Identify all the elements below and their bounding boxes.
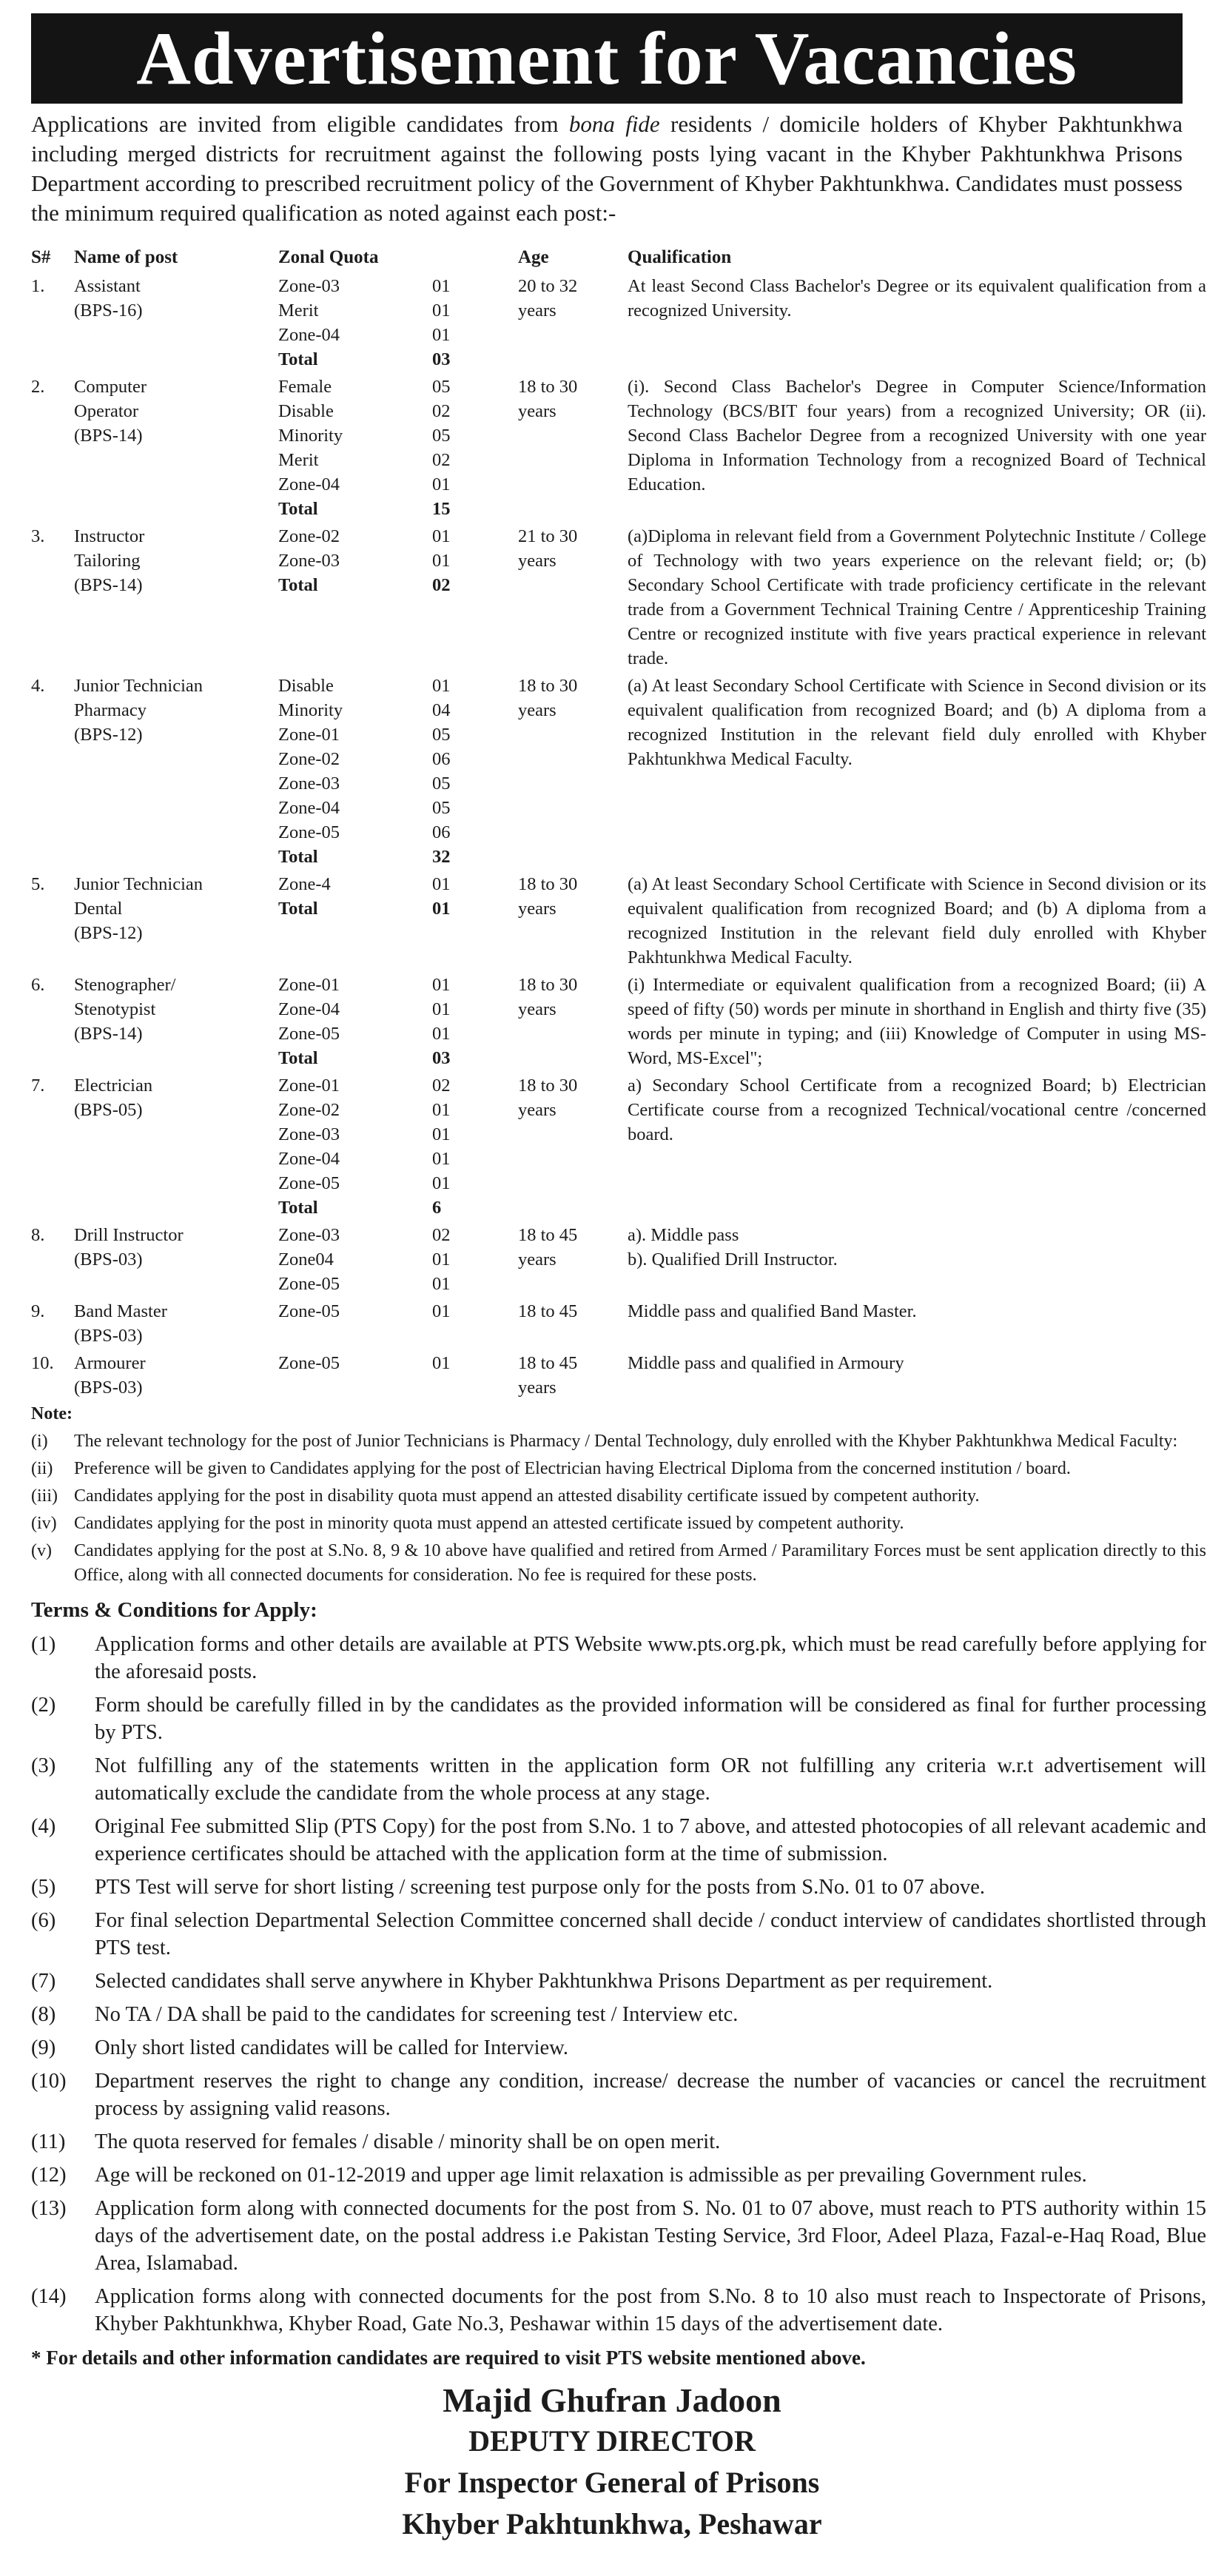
intro-text-italic: bona fide [568, 111, 660, 137]
term-number: (9) [31, 2036, 56, 2059]
page-title: Advertisement for Vacancies [31, 13, 1183, 104]
term-number: (1) [31, 1633, 56, 1656]
zone-count: 01 [432, 1024, 451, 1044]
zone-name: Zone-01 [278, 1076, 340, 1096]
term-text: Application forms and other details are available at PTS Website www.pts.org.pk, which must be read carefully before applying for the aforesaid posts. [95, 1633, 1206, 1683]
note-text: Candidates applying for the post in minority quota must append an attested certificate issued by competent authority. [74, 1514, 904, 1533]
post-name: Computer Operator (BPS-14) [74, 377, 147, 446]
row-serial-number: 10. [31, 1353, 54, 1373]
total-count: 32 [432, 847, 451, 867]
zone-count: 01 [432, 999, 451, 1019]
quota-count-list [432, 1223, 484, 1296]
qualification-text: (a) At least Secondary School Certificate with Science in Second division or its equivalent qualification from recognized Board; and (b) A diploma from a recognized Institution in the relevant field duly enrolled with Khyber Pakhtunkhwa Medical Faculty. [628, 874, 1206, 967]
post-name: Stenographer/ Stenotypist (BPS-14) [74, 975, 176, 1044]
note-text: Preference will be given to Candidates applying for the post of Electrician having Electrical Diploma from the concerned institution / board. [74, 1459, 1071, 1478]
quota-count-list [432, 274, 484, 372]
zonal-quota-list [278, 1299, 411, 1324]
zone-name: Zone-05 [278, 1353, 340, 1373]
zone-name: Zone-01 [278, 975, 340, 995]
intro-paragraph [31, 110, 1183, 228]
post-name: Drill Instructor (BPS-03) [74, 1225, 184, 1269]
intro-text-end: residents / domicile holders of Khyber Pakhtunkhwa including merged districts for recruitment against the following posts lying vacant in the Khyber Pakhtunkhwa Prisons Department according to prescribed recruitment policy of the Government of Khyber Pakhtunkhwa. Candidates must possess the minimum required qualification as noted against each post:- [31, 111, 1183, 226]
row-serial-number: 1. [31, 276, 45, 296]
age-limit: 20 to 32 years [518, 276, 578, 321]
terms-heading: Terms & Conditions for Apply: [31, 1598, 317, 1622]
post-name: Band Master (BPS-03) [74, 1301, 167, 1346]
zone-count: 05 [432, 798, 451, 818]
zone-count: 05 [432, 774, 451, 794]
age-limit: 21 to 30 years [518, 526, 578, 571]
column-header-sno: S# [31, 247, 51, 267]
term-text: Not fulfilling any of the statements written in the application form OR not fulfilling any criteria w.r.t advertisement will automatically exclude the candidate from the whole process at any stage. [95, 1754, 1206, 1805]
zone-count: 01 [432, 1124, 451, 1144]
signatory-place: Khyber Pakhtunkhwa, Peshawar [402, 2507, 822, 2540]
total-count: 01 [432, 899, 451, 919]
signatory-name: Majid Ghufran Jadoon [443, 2381, 781, 2419]
zone-count: 01 [432, 1100, 451, 1120]
qualification-text: (i) Intermediate or equivalent qualification from a recognized Board; (ii) A speed of fifty (50) words per minute in shorthand in English and thirty five (35) words per minute in typing; and (iii) Knowledge of Computer in using MS-Word, MS-Excel"; [628, 975, 1206, 1068]
zonal-quota-list [278, 872, 411, 921]
zone-name: Merit [278, 450, 319, 470]
note-number: (ii) [31, 1459, 53, 1478]
qualification-text: At least Second Class Bachelor's Degree or its equivalent qualification from a recognized University. [628, 276, 1206, 321]
age-limit: 18 to 30 years [518, 874, 578, 919]
zone-name: Zone04 [278, 1250, 334, 1269]
quota-count-list [432, 1351, 484, 1375]
note-text: Candidates applying for the post at S.No. 8, 9 & 10 above have qualified and retired from Armed / Paramilitary Forces must be sent application directly to this Office, along with all connected documents for consideration. No fee is required for these posts. [74, 1541, 1206, 1585]
term-text: Age will be reckoned on 01-12-2019 and upper age limit relaxation is admissible as per prevailing Government rules. [95, 2164, 1087, 2187]
note-number: (iii) [31, 1486, 58, 1506]
row-serial-number: 2. [31, 377, 45, 397]
zone-count: 05 [432, 426, 451, 446]
term-text: Selected candidates shall serve anywhere in Khyber Pakhtunkhwa Prisons Department as per requirement. [95, 1970, 993, 1993]
zone-name: Disable [278, 676, 334, 696]
total-count: 6 [432, 1198, 442, 1218]
term-text: PTS Test will serve for short listing / screening test purpose only for the posts from S.No. 01 to 07 above. [95, 1876, 986, 1899]
zone-count: 05 [432, 377, 451, 397]
term-text: Department reserves the right to change any condition, increase/ decrease the number of vacancies or cancel the recruitment process by assigning valid reasons. [95, 2070, 1206, 2120]
zone-name: Zone-03 [278, 1124, 340, 1144]
column-header-post: Name of post [74, 247, 178, 267]
column-header-qualification: Qualification [628, 247, 732, 267]
quota-count-list [432, 674, 484, 869]
signatory-designation: DEPUTY DIRECTOR [468, 2424, 756, 2458]
row-serial-number: 8. [31, 1225, 45, 1245]
zone-count: 01 [432, 1353, 451, 1373]
zone-count: 02 [432, 401, 451, 421]
age-limit: 18 to 30 years [518, 975, 578, 1019]
post-name: Electrician (BPS-05) [74, 1076, 153, 1120]
zone-count: 01 [432, 526, 451, 546]
notes-label: Note: [31, 1404, 73, 1423]
zone-name: Zone-03 [278, 774, 340, 794]
zone-name: Zone-01 [278, 725, 340, 745]
zone-name: Minority [278, 700, 343, 720]
term-number: (10) [31, 2070, 67, 2093]
post-name: Assistant (BPS-16) [74, 276, 143, 321]
zonal-quota-list [278, 1223, 411, 1296]
zone-name: Zone-04 [278, 474, 340, 494]
quota-count-list [432, 872, 484, 921]
zone-count: 06 [432, 749, 451, 769]
zone-count: 01 [432, 1301, 451, 1321]
age-limit: 18 to 45 years [518, 1225, 578, 1269]
zonal-quota-list [278, 1073, 411, 1220]
zonal-quota-list [278, 1351, 411, 1375]
quota-count-list [432, 375, 484, 521]
zone-name: Zone-04 [278, 798, 340, 818]
quota-count-list [432, 1299, 484, 1324]
term-number: (8) [31, 2003, 56, 2026]
zone-name: Zone-05 [278, 1173, 340, 1193]
term-text: Application form along with connected documents for the post from S. No. 01 to 07 above, must reach to PTS authority within 15 days of the advertisement date, on the postal address i.e Pakistan Testing Service, 3rd Floor, Adeel Plaza, Fazal-e-Haq Road, Blue Area, Islamabad. [95, 2197, 1206, 2275]
term-number: (2) [31, 1694, 56, 1717]
total-label: Total [278, 1048, 318, 1068]
total-count: 02 [432, 575, 451, 595]
zone-name: Zone-05 [278, 822, 340, 842]
qualification-text: a). Middle pass b). Qualified Drill Instructor. [628, 1225, 838, 1269]
total-label: Total [278, 899, 318, 919]
zone-name: Zone-4 [278, 874, 331, 894]
zone-count: 01 [432, 1250, 451, 1269]
term-text: Form should be carefully filled in by the candidates as the provided information will be considered as final for further processing by PTS. [95, 1694, 1206, 1744]
zonal-quota-list [278, 274, 411, 372]
total-label: Total [278, 499, 318, 519]
qualification-text: (a)Diploma in relevant field from a Government Polytechnic Institute / College of Technology with two years experience on the relevant field; or; (b) Secondary School Certificate with trade proficiency certificate in the relevant trade from a Government Technical Training Centre / Apprenticeship Training Centre or recognized institute with five years practical experience in relevant trade. [628, 526, 1206, 668]
zone-count: 01 [432, 1173, 451, 1193]
term-number: (14) [31, 2285, 67, 2308]
note-text: Candidates applying for the post in disability quota must append an attested disability certificate issued by competent authority. [74, 1486, 980, 1506]
zone-count: 01 [432, 474, 451, 494]
note-text: The relevant technology for the post of Junior Technicians is Pharmacy / Dental Technology, duly enrolled with the Khyber Pakhtunkhwa Medical Faculty: [74, 1432, 1178, 1451]
age-limit: 18 to 30 years [518, 377, 578, 421]
zone-name: Disable [278, 401, 334, 421]
zone-name: Zone-04 [278, 325, 340, 345]
term-number: (3) [31, 1754, 56, 1777]
zone-count: 02 [432, 450, 451, 470]
term-number: (13) [31, 2197, 67, 2220]
zone-name: Zone-04 [278, 999, 340, 1019]
zone-count: 06 [432, 822, 451, 842]
total-label: Total [278, 1198, 318, 1218]
row-serial-number: 5. [31, 874, 45, 894]
term-text: For final selection Departmental Selection Committee concerned shall decide / conduct interview of candidates shortlisted through PTS test. [95, 1909, 1206, 1959]
post-name: Junior Technician Pharmacy (BPS-12) [74, 676, 204, 745]
total-count: 15 [432, 499, 451, 519]
zone-name: Zone-03 [278, 1225, 340, 1245]
zone-name: Zone-03 [278, 276, 340, 296]
zone-name: Zone-02 [278, 1100, 340, 1120]
term-number: (11) [31, 2130, 66, 2153]
zone-name: Merit [278, 301, 319, 321]
zone-count: 01 [432, 676, 451, 696]
zone-count: 02 [432, 1076, 451, 1096]
qualification-text: (i). Second Class Bachelor's Degree in Computer Science/Information Technology (BCS/BIT four years) from a recognized University; OR (ii). Second Class Bachelor Degree from a recognized University with one year Diploma in Information Technology from a recognized Board of Technical Education. [628, 377, 1206, 494]
age-limit: 18 to 30 years [518, 676, 578, 720]
age-limit: 18 to 30 years [518, 1076, 578, 1120]
age-limit: 18 to 45 [518, 1301, 578, 1321]
zone-name: Female [278, 377, 332, 397]
zone-name: Minority [278, 426, 343, 446]
total-label: Total [278, 349, 318, 369]
term-text: The quota reserved for females / disable / minority shall be on open merit. [95, 2130, 721, 2153]
zone-count: 01 [432, 1274, 451, 1294]
qualification-text: Middle pass and qualified Band Master. [628, 1301, 917, 1321]
zone-name: Zone-04 [278, 1149, 340, 1169]
signatory-office: For Inspector General of Prisons [404, 2466, 820, 2499]
zone-count: 01 [432, 301, 451, 321]
zone-name: Zone-05 [278, 1024, 340, 1044]
total-count: 03 [432, 1048, 451, 1068]
zone-name: Zone-03 [278, 551, 340, 571]
zone-count: 01 [432, 276, 451, 296]
post-name: Junior Technician Dental (BPS-12) [74, 874, 204, 943]
zone-count: 01 [432, 975, 451, 995]
term-text: Application forms along with connected documents for the post from S.No. 8 to 10 also must reach to Inspectorate of Prisons, Khyber Pakhtunkhwa, Khyber Road, Gate No.3, Peshawar within 15 days of the advertisement date. [95, 2285, 1206, 2335]
age-limit: 18 to 45 years [518, 1353, 578, 1398]
zonal-quota-list [278, 973, 411, 1070]
post-name: Armourer (BPS-03) [74, 1353, 146, 1398]
note-number: (i) [31, 1432, 48, 1451]
row-serial-number: 9. [31, 1301, 45, 1321]
total-label: Total [278, 847, 318, 867]
intro-text-start: Applications are invited from eligible candidates from [31, 111, 569, 137]
zone-count: 04 [432, 700, 451, 720]
column-header-zone: Zonal Quota [278, 247, 379, 267]
term-text: Original Fee submitted Slip (PTS Copy) for the post from S.No. 1 to 7 above, and attested photocopies of all relevant academic and experience certificates should be attached with the application form at the time of submission. [95, 1815, 1206, 1865]
zone-count: 01 [432, 325, 451, 345]
term-number: (4) [31, 1815, 56, 1838]
column-header-age: Age [518, 247, 549, 267]
term-number: (5) [31, 1876, 56, 1899]
qualification-text: Middle pass and qualified in Armoury [628, 1353, 904, 1373]
row-serial-number: 3. [31, 526, 45, 546]
zonal-quota-list [278, 674, 411, 869]
qualification-text: a) Secondary School Certificate from a recognized Board; b) Electrician Certificate course from a recognized Technical/vocational centre /concerned board. [628, 1076, 1206, 1144]
zonal-quota-list [278, 375, 411, 521]
zone-count: 01 [432, 1149, 451, 1169]
zone-count: 02 [432, 1225, 451, 1245]
term-number: (6) [31, 1909, 56, 1932]
total-label: Total [278, 575, 318, 595]
term-number: (7) [31, 1970, 56, 1993]
row-serial-number: 6. [31, 975, 45, 995]
zone-count: 05 [432, 725, 451, 745]
row-serial-number: 4. [31, 676, 45, 696]
qualification-text: (a) At least Secondary School Certificate with Science in Second division or its equivalent qualification from recognized Board; and (b) A diploma from a recognized Institution in the relevant field duly enrolled with Khyber Pakhtunkhwa Medical Faculty. [628, 676, 1206, 769]
zone-name: Zone-02 [278, 526, 340, 546]
total-count: 03 [432, 349, 451, 369]
row-serial-number: 7. [31, 1076, 45, 1096]
quota-count-list [432, 1073, 484, 1220]
note-number: (iv) [31, 1514, 57, 1533]
term-text: Only short listed candidates will be called for Interview. [95, 2036, 568, 2059]
zonal-quota-list [278, 524, 411, 597]
zone-name: Zone-05 [278, 1274, 340, 1294]
term-number: (12) [31, 2164, 67, 2187]
zone-name: Zone-02 [278, 749, 340, 769]
note-number: (v) [31, 1541, 52, 1560]
footer-note: * For details and other information candidates are required to visit PTS website mentioned above. [31, 2347, 866, 2369]
term-text: No TA / DA shall be paid to the candidates for screening test / Interview etc. [95, 2003, 739, 2026]
zone-name: Zone-05 [278, 1301, 340, 1321]
post-name: Instructor Tailoring (BPS-14) [74, 526, 145, 595]
quota-count-list [432, 973, 484, 1070]
quota-count-list [432, 524, 484, 597]
zone-count: 01 [432, 551, 451, 571]
zone-count: 01 [432, 874, 451, 894]
